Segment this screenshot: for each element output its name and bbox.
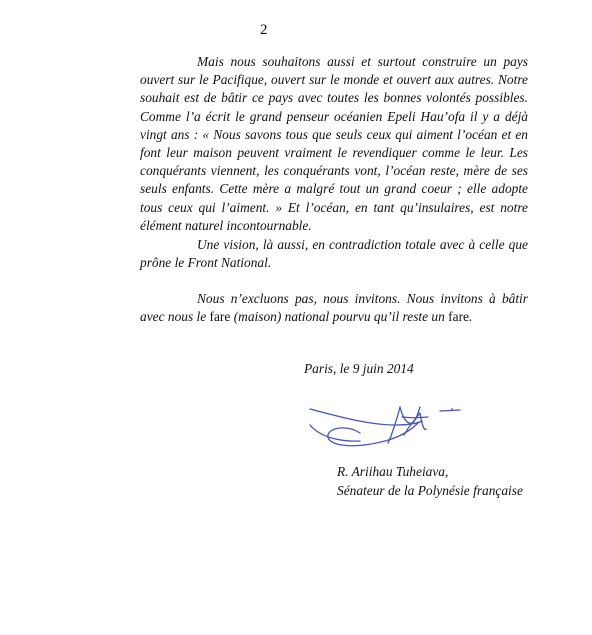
signer-name: R. Ariihau Tuheiava, — [337, 464, 449, 479]
fare-word-2: fare — [448, 309, 469, 325]
paragraph-contradiction: Une vision, là aussi, en contradiction totale avec à celle que prône le Front National. — [140, 237, 528, 271]
signer-title: Sénateur de la Polynésie française — [337, 483, 523, 498]
signature-block — [337, 462, 523, 500]
handwritten-signature — [300, 395, 500, 455]
invitation-text-3: . — [468, 309, 473, 325]
invitation-text-2: (maison) national pourvu qu’il reste un — [230, 309, 449, 325]
date-line: Paris, le 9 juin 2014 — [304, 361, 414, 376]
paragraph-pacific-vision: Mais nous souhaitons aussi et surtout construire un pays ouvert sur le Pacifique, ouvert sur le monde et ouvert aux autres. Notre souhait est de bâtir ce pays avec toutes les bonnes volontés possibles. Comme l’a écrit le grand penseur océanien Epeli Hau’ofa il y a déjà vingt ans : « Nous savons tous que seuls ceux qui aiment l’océan et en font leur maison peuvent vraiment le revendiquer comme le leur. Les conquérants viennent, les conquérants vont, l’océan reste, mère de ses seuls enfants. Cette mère a malgré tout un grand coeur ; elle adopte tous ceux qui l’aiment. » Et l’océan, en tant qu’insulaires, est notre élément naturel incontournable. — [140, 54, 528, 233]
paragraph-invitation — [140, 290, 528, 326]
invitation-text-1: Nous n’excluons pas, nous invitons. Nous invitons à bâtir avec nous le — [140, 291, 528, 325]
page-number: 2 — [260, 22, 268, 38]
fare-word-1: fare — [209, 309, 231, 325]
